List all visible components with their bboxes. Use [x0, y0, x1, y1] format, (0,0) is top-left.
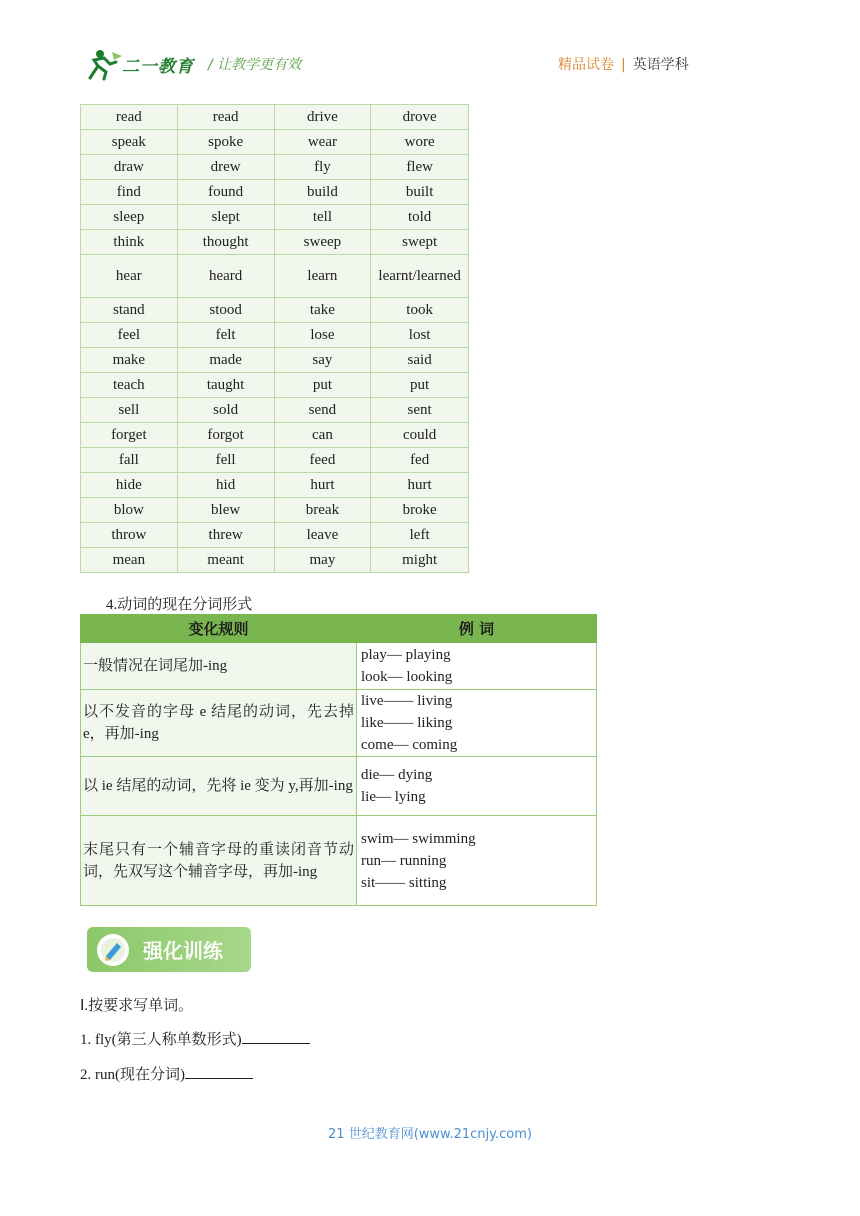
exercise-title: Ⅰ.按要求写单词。 [80, 998, 194, 1014]
table-row [81, 423, 469, 448]
verb-cell: mean [81, 548, 178, 573]
badge-label: 强化训练 [143, 939, 223, 963]
verb-cell: learnt/learned [371, 255, 469, 298]
verb-cell: took [371, 298, 469, 323]
verb-cell: taught [177, 373, 274, 398]
slogan: / 让教学更有效 [208, 57, 302, 73]
table-row [81, 105, 469, 130]
table-row [81, 473, 469, 498]
verb-cell: take [274, 298, 371, 323]
verb-cell: swept [371, 230, 469, 255]
verb-cell: wore [371, 130, 469, 155]
verb-cell: might [371, 548, 469, 573]
table-row [81, 816, 597, 906]
example-line: sit—— sitting [361, 874, 447, 891]
answer-blank-1[interactable] [242, 1029, 310, 1044]
header-right [558, 54, 689, 74]
page-header [0, 0, 860, 100]
verb-cell: hurt [274, 473, 371, 498]
verb-cell: may [274, 548, 371, 573]
example-line: play— playing [361, 647, 451, 663]
verb-cell: put [274, 373, 371, 398]
verb-cell: made [177, 348, 274, 373]
header-examples: 例 词 [357, 615, 597, 643]
rule-cell: 以 ie 结尾的动词，先将 ie 变为 y,再加-ing [81, 757, 357, 816]
verb-cell: find [81, 180, 178, 205]
verb-cell: meant [177, 548, 274, 573]
logo-text: 二一教育 [122, 57, 194, 77]
verb-cell: told [371, 205, 469, 230]
verb-cell: hid [177, 473, 274, 498]
table-row [81, 130, 469, 155]
verb-cell: send [274, 398, 371, 423]
verb-cell: fell [177, 448, 274, 473]
verb-cell: lost [371, 323, 469, 348]
header-separator: | [621, 57, 626, 73]
table-row [81, 398, 469, 423]
verb-cell: leave [274, 523, 371, 548]
verb-cell: drive [274, 105, 371, 130]
verb-cell: slept [177, 205, 274, 230]
verb-cell: throw [81, 523, 178, 548]
verb-cell: hide [81, 473, 178, 498]
verb-cell: blew [177, 498, 274, 523]
question-1 [80, 1028, 310, 1049]
footer[interactable]: 21 世纪教育网(www.21cnjy.com) [328, 1127, 532, 1142]
verb-cell: learn [274, 255, 371, 298]
verb-cell: build [274, 180, 371, 205]
rule-cell: 以不发音的字母 e 结尾的动词，先去掉 e，再加-ing [81, 690, 357, 757]
example-cell [357, 816, 597, 906]
verb-cell: thought [177, 230, 274, 255]
verb-cell: broke [371, 498, 469, 523]
verb-cell: spoke [177, 130, 274, 155]
table-row [81, 155, 469, 180]
verb-cell: forgot [177, 423, 274, 448]
verb-cell: put [371, 373, 469, 398]
verb-cell: sent [371, 398, 469, 423]
verb-cell: sleep [81, 205, 178, 230]
table-row [81, 323, 469, 348]
verb-cell: say [274, 348, 371, 373]
verb-cell: read [81, 105, 178, 130]
verb-cell: break [274, 498, 371, 523]
question-1-text: 1. fly(第三人称单数形式) [80, 1032, 242, 1048]
verb-cell: tell [274, 205, 371, 230]
verb-cell: left [371, 523, 469, 548]
example-line: look— looking [361, 669, 453, 685]
example-line: run— running [361, 852, 447, 869]
table-row [81, 757, 597, 816]
example-cell [357, 643, 597, 690]
verb-cell: sweep [274, 230, 371, 255]
table-row [81, 498, 469, 523]
example-line: lie— lying [361, 789, 426, 805]
verb-cell: speak [81, 130, 178, 155]
example-line: swim— swimming [361, 830, 476, 847]
verb-cell: flew [371, 155, 469, 180]
practice-badge [87, 927, 251, 972]
irregular-verbs-table [80, 104, 469, 573]
question-2 [80, 1063, 253, 1084]
verb-cell: feed [274, 448, 371, 473]
verb-cell: hear [81, 255, 178, 298]
rule-cell: 一般情况在词尾加-ing [81, 643, 357, 690]
table-row [81, 373, 469, 398]
verb-cell: said [371, 348, 469, 373]
verb-cell: drove [371, 105, 469, 130]
header-label-subject: 英语学科 [632, 57, 689, 73]
verb-cell: make [81, 348, 178, 373]
verb-cell: fed [371, 448, 469, 473]
verb-cell: forget [81, 423, 178, 448]
verb-cell: felt [177, 323, 274, 348]
table-row [81, 548, 469, 573]
verb-cell: wear [274, 130, 371, 155]
verb-cell: can [274, 423, 371, 448]
example-line: like—— liking [361, 715, 453, 731]
verb-cell: teach [81, 373, 178, 398]
table-row [81, 255, 469, 298]
table-row [81, 348, 469, 373]
verb-cell: could [371, 423, 469, 448]
verb-cell: hurt [371, 473, 469, 498]
answer-blank-2[interactable] [185, 1064, 253, 1079]
table-header-row [81, 615, 597, 643]
verb-cell: threw [177, 523, 274, 548]
table-row [81, 690, 597, 757]
header-label-quality: 精品试卷 [558, 57, 614, 73]
table-row [81, 523, 469, 548]
header-rule: 变化规则 [81, 615, 357, 643]
verb-cell: found [177, 180, 274, 205]
verb-cell: blow [81, 498, 178, 523]
rule-cell: 末尾只有一个辅音字母的重读闭音节动词，先双写这个辅音字母，再加-ing [81, 816, 357, 906]
verb-cell: stand [81, 298, 178, 323]
table-row [81, 298, 469, 323]
verb-cell: feel [81, 323, 178, 348]
example-line: come— coming [361, 737, 458, 753]
table-row [81, 180, 469, 205]
section-title: 4.动词的现在分词形式 [106, 597, 253, 613]
verb-cell: fly [274, 155, 371, 180]
verb-cell: sold [177, 398, 274, 423]
verb-cell: fall [81, 448, 178, 473]
pencil-icon [97, 934, 129, 966]
example-cell [357, 757, 597, 816]
table-row [81, 230, 469, 255]
example-line: live—— living [361, 693, 453, 709]
present-participle-table [80, 614, 597, 906]
example-cell [357, 690, 597, 757]
table-row [81, 448, 469, 473]
table-row [81, 205, 469, 230]
verb-cell: built [371, 180, 469, 205]
example-line: die— dying [361, 767, 433, 783]
verb-cell: stood [177, 298, 274, 323]
verb-cell: heard [177, 255, 274, 298]
verb-cell: sell [81, 398, 178, 423]
verb-cell: read [177, 105, 274, 130]
verb-cell: draw [81, 155, 178, 180]
verb-cell: drew [177, 155, 274, 180]
verb-cell: lose [274, 323, 371, 348]
verb-cell: think [81, 230, 178, 255]
question-2-text: 2. run(现在分词) [80, 1067, 185, 1083]
table-row [81, 643, 597, 690]
